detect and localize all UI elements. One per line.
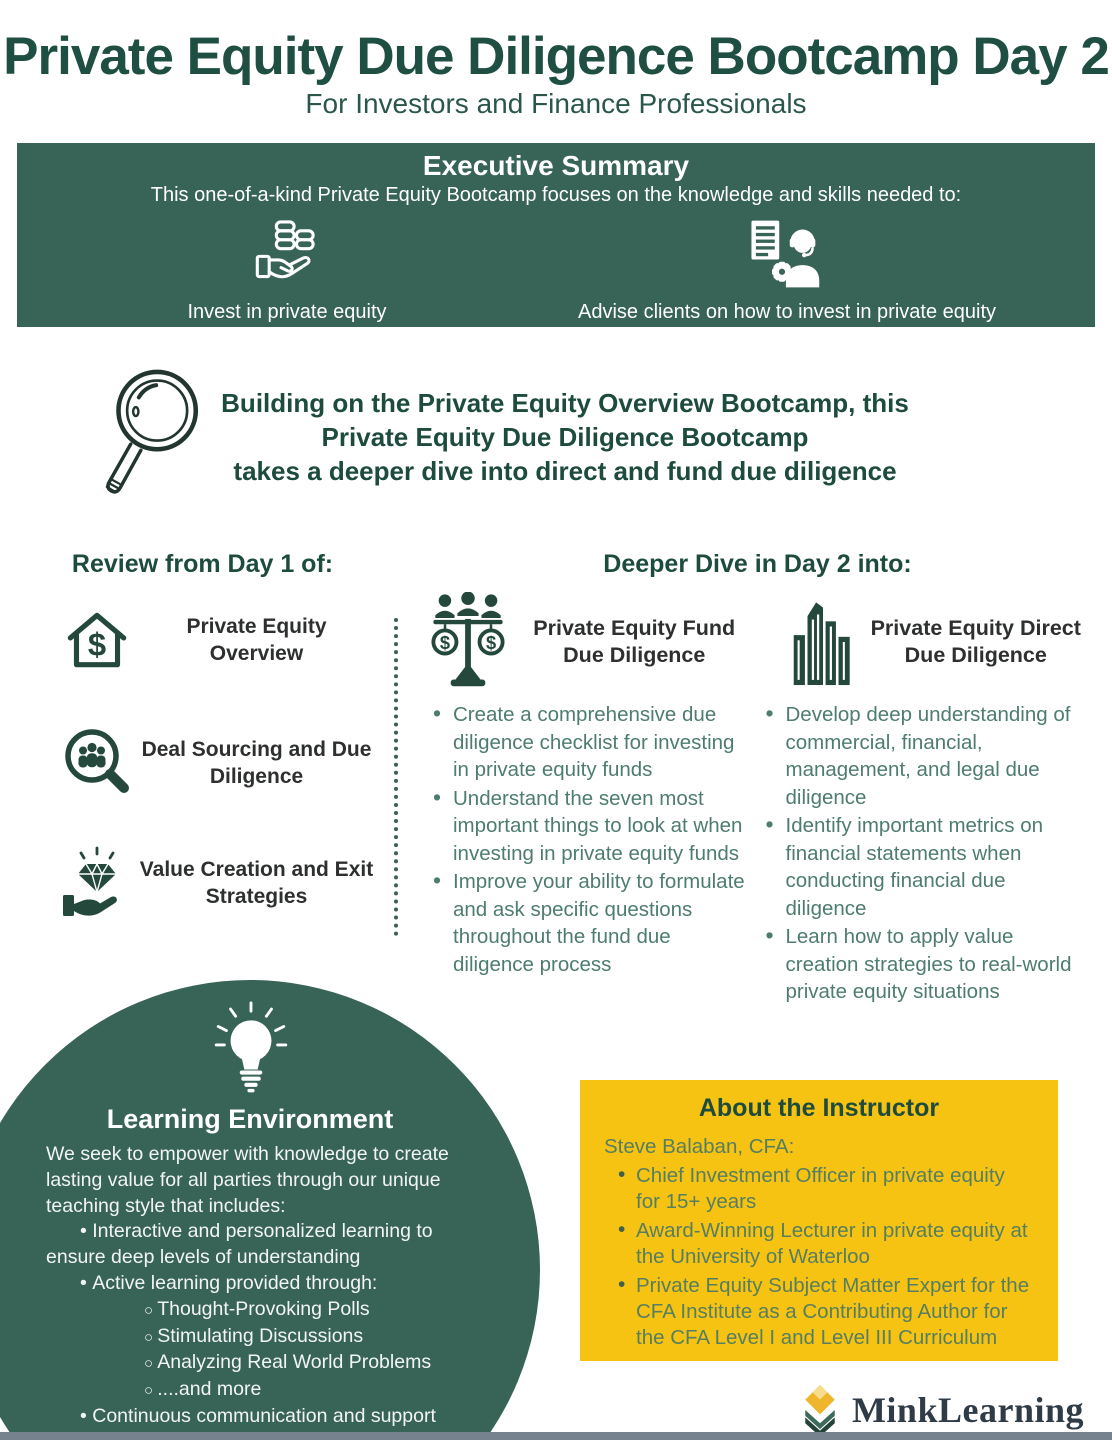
review-day1-title: Review from Day 1 of: [71, 550, 334, 578]
intro-banner [140, 386, 990, 488]
learning-environment-title: Learning Environment [106, 1104, 394, 1134]
executive-summary-intro: This one-of-a-kind Private Equity Bootcamp focuses on the knowledge and skills needed to: [150, 184, 962, 206]
mink-diamonds-icon [796, 1382, 844, 1438]
hand-coins-icon [87, 215, 487, 293]
svg-text:$: $ [485, 632, 497, 654]
about-instructor-box [580, 1080, 1058, 1361]
instructor-bullet: • Chief Investment Officer in private equity for 15+ years [604, 1163, 1034, 1215]
review-label-overview: Private Equity Overview [186, 615, 327, 665]
exec-caption-advise: Advise clients on how to invest in private equity [578, 301, 996, 323]
direct-dd-bullets [758, 701, 1091, 1006]
review-item-value [30, 843, 375, 923]
exec-item-advise [517, 215, 1057, 324]
fund-bullet: • Improve your ability to formulate and ask specific questions throughout the fund due diligence process [425, 868, 758, 978]
review-label-value: Value Creation and Exit Strategies [139, 858, 374, 908]
fund-dd-column [425, 591, 758, 1007]
scale-dollar-icon [425, 592, 511, 692]
magnifier-people-icon [56, 725, 138, 801]
learning-bullet: • Continuous communication and support [46, 1404, 466, 1430]
brand-name: MinkLearning [851, 1390, 1084, 1430]
direct-bullet: • Develop deep understanding of commercial, financial, management, and legal due diligence [758, 701, 1091, 811]
intro-line-3: takes a deeper dive into direct and fund due diligence [233, 456, 897, 486]
direct-dd-column [758, 591, 1091, 1007]
hand-diamond-icon [56, 843, 138, 923]
learning-environment-text [46, 1142, 466, 1430]
footer-bar [0, 1432, 1112, 1440]
house-dollar-icon [56, 601, 138, 679]
learning-bullet: • Interactive and personalized learning to ensure deep levels of understanding [46, 1219, 466, 1271]
learning-sub-bullet: ○ Analyzing Real World Problems [46, 1350, 466, 1377]
svg-text:$: $ [439, 632, 451, 654]
exec-item-invest [87, 215, 487, 324]
fund-bullet: • Understand the seven most important things to look at when investing in private equity funds [425, 785, 758, 868]
review-item-overview [30, 601, 375, 679]
buildings-icon [784, 593, 862, 691]
direct-bullet: • Learn how to apply value creation strategies to real-world private equity situations [758, 923, 1091, 1006]
dotted-separator [394, 618, 398, 936]
exec-caption-invest: Invest in private equity [187, 301, 387, 323]
review-day1-section [30, 550, 375, 923]
instructor-bullet: • Award-Winning Lecturer in private equity at the University of Waterloo [604, 1218, 1034, 1270]
instructor-bullets [604, 1163, 1034, 1351]
brand-logo [796, 1382, 1084, 1438]
fund-dd-heading: Private Equity Fund Due Diligence [533, 616, 736, 667]
page-subtitle: For Investors and Finance Professionals [305, 88, 807, 119]
learning-sub-bullet: ○ Thought-Provoking Polls [46, 1297, 466, 1324]
deeper-dive-title: Deeper Dive in Day 2 into: [603, 550, 912, 578]
intro-line-2: Private Equity Due Diligence Bootcamp [321, 422, 809, 452]
instructor-name: Steve Balaban, CFA: [604, 1135, 795, 1158]
deeper-dive-section [425, 550, 1090, 1007]
review-label-sourcing: Deal Sourcing and Due Diligence [141, 738, 372, 788]
lightbulb-icon [208, 998, 294, 1100]
instructor-bullet: • Private Equity Subject Matter Expert for the CFA Institute as a Contributing Author for the CFA Level I and Level III Curriculum [604, 1273, 1034, 1351]
page-title: Private Equity Due Diligence Bootcamp Day 2 [3, 27, 1109, 86]
about-instructor-title: About the Instructor [698, 1094, 940, 1122]
direct-bullet: • Identify important metrics on financial statements when conducting financial due diligence [758, 812, 1091, 922]
review-item-sourcing [30, 725, 375, 801]
direct-dd-heading: Private Equity Direct Due Diligence [870, 616, 1081, 667]
svg-text:$: $ [87, 625, 107, 663]
advisor-icon [517, 215, 1057, 293]
fund-bullet: • Create a comprehensive due diligence checklist for investing in private equity funds [425, 701, 758, 784]
learning-intro: We seek to empower with knowledge to create lasting value for all parties through our unique teaching style that includes: [46, 1143, 449, 1217]
executive-summary-banner [17, 143, 1095, 327]
learning-bullet: • Active learning provided through: [46, 1271, 466, 1297]
learning-sub-bullet: ○ ....and more [46, 1377, 466, 1404]
fund-dd-bullets [425, 701, 758, 978]
learning-sub-bullet: ○ Stimulating Discussions [46, 1324, 466, 1351]
intro-line-1: Building on the Private Equity Overview Bootcamp, this [221, 388, 909, 418]
executive-summary-title: Executive Summary [422, 150, 690, 181]
